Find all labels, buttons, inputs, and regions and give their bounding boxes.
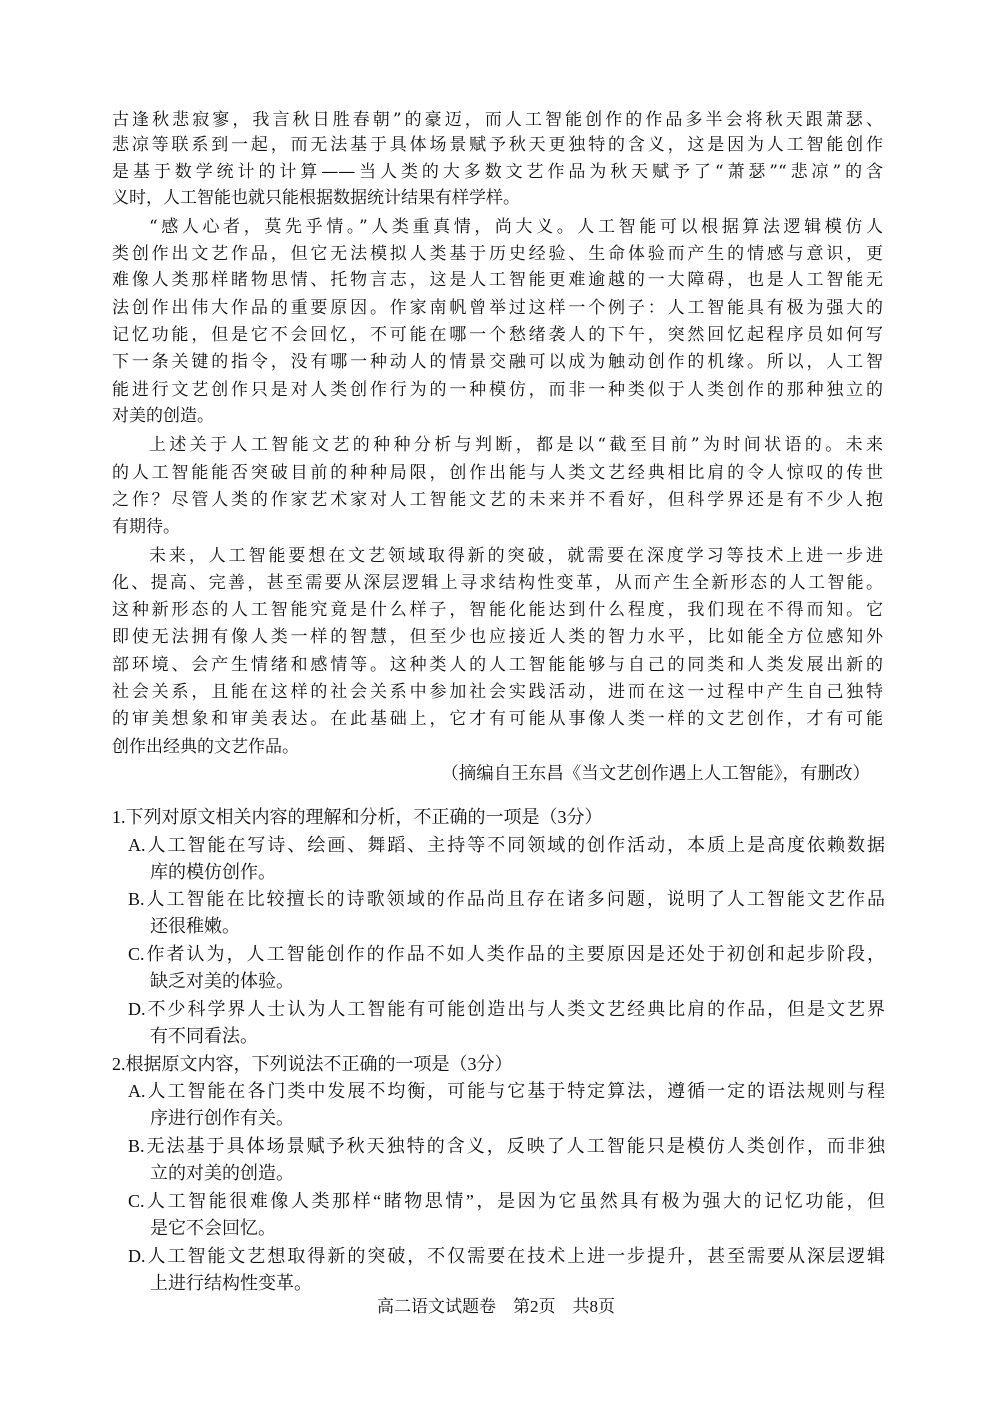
passage-line: 记忆功能，但是它不会回忆，不可能在哪一个愁绪袭人的下午，突然回忆起程序员如何写 bbox=[112, 325, 883, 345]
passage-line: 部环境、会产生情绪和感情等。这种类人的人工智能能够与自己的同类和人类发展出新的 bbox=[112, 655, 883, 675]
passage-line: 对美的创造。 bbox=[112, 406, 214, 426]
question-option-line: 库的模仿创作。 bbox=[150, 862, 276, 882]
question-option-line: A.人工智能在各门类中发展不均衡，可能与它基于特定算法，遵循一定的语法规则与程 bbox=[128, 1081, 885, 1101]
passage-line: “感人心者，莫先乎情。”人类重真情，尚大义。人工智能可以根据算法逻辑模仿人 bbox=[149, 217, 883, 237]
question-option-line: B.人工智能在比较擅长的诗歌领域的作品尚且存在诸多问题，说明了人工智能文艺作品 bbox=[128, 889, 885, 909]
passage-line: 悲凉等联系到一起，而无法基于具体场景赋予秋天更独特的含义，这是因为人工智能创作 bbox=[112, 135, 883, 155]
question-option-line: 是它不会回忆。 bbox=[150, 1218, 276, 1238]
page-footer: 高二语文试题卷 第2页 共8页 bbox=[377, 1297, 615, 1316]
passage-line: 法创作出伟大作品的重要原因。作家南帆曾举过这样一个例子：人工智能具有极为强大的 bbox=[112, 298, 883, 318]
question-option-line: D.不少科学界人士认为人工智能有可能创造出与人类文艺经典比肩的作品，但是文艺界 bbox=[128, 999, 885, 1019]
passage-line: 是基于数学统计的计算——当人类的大多数文艺作品为秋天赋予了“萧瑟”“悲凉”的含 bbox=[112, 162, 883, 182]
passage-line: 未来，人工智能要想在文艺领域取得新的突破，就需要在深度学习等技术上进一步进 bbox=[149, 546, 883, 566]
question-option-line: 缺乏对美的体验。 bbox=[150, 971, 294, 991]
question-option-line: 有不同看法。 bbox=[150, 1026, 258, 1046]
question-option-line: 上进行结构性变革。 bbox=[150, 1273, 312, 1293]
passage-line: 即使无法拥有像人类一样的智慧，但至少也应接近人类的智力水平，比如能全方位感知外 bbox=[112, 627, 883, 647]
passage-line: 有期待。 bbox=[112, 517, 180, 537]
passage-line: 社会关系，且能在这样的社会关系中参加社会实践活动，进而在这一过程中产生自己独特 bbox=[112, 682, 883, 702]
question-option-line: 还很稚嫩。 bbox=[150, 916, 240, 936]
passage-line: 化、提高、完善，甚至需要从深层逻辑上寻求结构性变革，从而产生全新形态的人工智能。 bbox=[112, 573, 883, 593]
passage-line: 这种新形态的人工智能究竟是什么样子，智能化能达到什么程度，我们现在不得而知。它 bbox=[112, 600, 883, 620]
passage-source: （摘编自王东昌《当文艺创作遇上人工智能》，有删改） bbox=[441, 763, 870, 783]
question-option-line: C.作者认为，人工智能创作的作品不如人类作品的主要原因是还处于初创和起步阶段， bbox=[128, 944, 885, 964]
passage-line: 下一条关键的指令，没有哪一种动人的情景交融可以成为触动创作的机缘。所以，人工智 bbox=[112, 352, 883, 372]
question-stem: 2.根据原文内容，下列说法不正确的一项是（3分） bbox=[112, 1054, 513, 1074]
passage-line: 创作出经典的文艺作品。 bbox=[112, 737, 299, 757]
passage-line: 类创作出文艺作品，但它无法模拟人类基于历史经验、生命体验而产生的情感与意识，更 bbox=[112, 244, 883, 264]
passage-line: 义时，人工智能也就只能根据数据统计结果有样学样。 bbox=[112, 188, 520, 208]
passage-line: 难像人类那样睹物思情、托物言志，这是人工智能更难逾越的一大障碍，也是人工智能无 bbox=[112, 270, 883, 290]
question-option-line: D.人工智能文艺想取得新的突破，不仅需要在技术上进一步提升，甚至需要从深层逻辑 bbox=[128, 1246, 885, 1266]
passage-line: 古逢秋悲寂寥，我言秋日胜春朝”的豪迈，而人工智能创作的作品多半会将秋天跟萧瑟、 bbox=[112, 110, 883, 130]
passage-line: 的审美想象和审美表达。在此基础上，它才有可能从事像人类一样的文艺创作，才有可能 bbox=[112, 709, 883, 729]
question-option-line: C.人工智能很难像人类那样“睹物思情”，是因为它虽然具有极为强大的记忆功能，但 bbox=[128, 1191, 885, 1211]
passage-line: 能进行文艺创作只是对人类创作行为的一种模仿，而非一种类似于人类创作的那种独立的 bbox=[112, 380, 883, 400]
question-option-line: 立的对美的创造。 bbox=[150, 1163, 294, 1183]
question-option-line: 序进行创作有关。 bbox=[150, 1108, 294, 1128]
passage-line: 上述关于人工智能文艺的种种分析与判断，都是以“截至目前”为时间状语的。未来 bbox=[149, 435, 883, 455]
passage-line: 的人工智能能否突破目前的种种局限，创作出能与人类文艺经典相比肩的令人惊叹的传世 bbox=[112, 463, 883, 483]
question-stem: 1.下列对原文相关内容的理解和分析，不正确的一项是（3分） bbox=[112, 807, 603, 827]
question-option-line: A.人工智能在写诗、绘画、舞蹈、主持等不同领域的创作活动，本质上是高度依赖数据 bbox=[128, 835, 885, 855]
question-option-line: B.无法基于具体场景赋予秋天独特的含义，反映了人工智能只是模仿人类创作，而非独 bbox=[128, 1136, 885, 1156]
passage-line: 之作？尽管人类的作家艺术家对人工智能文艺的未来并不看好，但科学界还是有不少人抱 bbox=[112, 490, 883, 510]
